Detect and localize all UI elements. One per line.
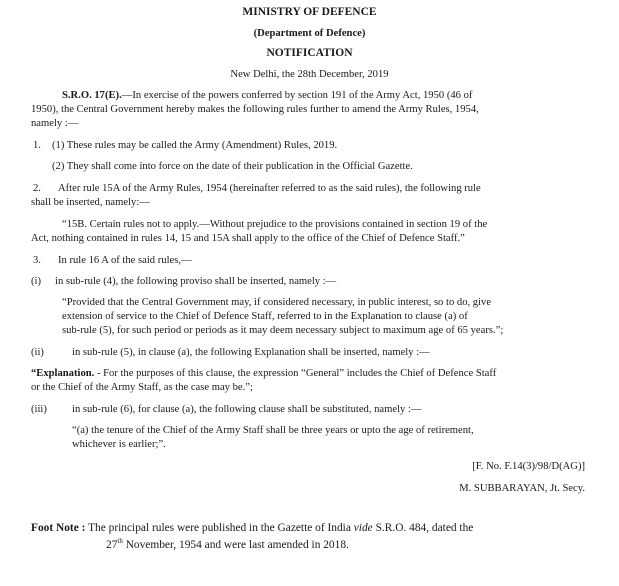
rule-2-line-1: After rule 15A of the Army Rules, 1954 (hereinafter referred to as the said rules), the following rule xyxy=(58,183,481,194)
rule-3-intro: In rule 16 A of the said rules,— xyxy=(58,255,192,266)
place-date: New Delhi, the 28th December, 2019 xyxy=(230,69,389,80)
rule-15b-line-2: Act, nothing contained in rules 14, 15 and 15A shall apply to the office of the Chief of Defence Staff.” xyxy=(31,233,465,244)
clause-iii-text: in sub-rule (6), for clause (a), the following clause shall be substituted, namely :— xyxy=(72,404,422,415)
rule-15b-line-1: “15B. Certain rules not to apply.—Without prejudice to the provisions contained in section 19 of the xyxy=(62,219,488,230)
preamble-line-1: S.R.O. 17(E).—In exercise of the powers conferred by section 191 of the Army Act, 1950 (46 of xyxy=(62,90,473,101)
ministry-heading: MINISTRY OF DEFENCE xyxy=(242,6,377,18)
notification-heading: NOTIFICATION xyxy=(266,47,353,59)
explanation-line-2: or the Chief of the Army Staff, as the case may be.”; xyxy=(31,382,253,393)
rule-1-number: 1. xyxy=(33,140,41,151)
clause-i-text: in sub-rule (4), the following proviso shall be inserted, namely :— xyxy=(55,276,337,287)
rule-1-part-1: (1) These rules may be called the Army (Amendment) Rules, 2019. xyxy=(52,140,338,151)
clause-i-number: (i) xyxy=(31,276,41,287)
footnote-line-2: 27th November, 1954 and were last amended in 2018. xyxy=(106,537,349,551)
clause-ii-number: (ii) xyxy=(31,347,44,358)
clause-iii-number: (iii) xyxy=(31,404,47,415)
department-heading: (Department of Defence) xyxy=(253,28,366,39)
rule-3-number: 3. xyxy=(33,255,41,266)
rule-2-line-2: shall be inserted, namely:— xyxy=(31,197,150,208)
file-number: [F. No. F.14(3)/98/D(AG)] xyxy=(472,461,585,472)
explanation-label: “Explanation. xyxy=(31,368,95,379)
proviso-line-1: “Provided that the Central Government may, if considered necessary, in public interest, so to do, give xyxy=(62,297,492,308)
rule-2-number: 2. xyxy=(33,183,41,194)
sro-number: S.R.O. 17(E). xyxy=(62,90,122,101)
substituted-clause-line-2: whichever is earlier;”. xyxy=(72,439,166,450)
signatory: M. SUBBARAYAN, Jt. Secy. xyxy=(459,483,585,494)
footnote-label: Foot Note : xyxy=(31,522,86,534)
rule-1-part-2: (2) They shall come into force on the date of their publication in the Official Gazette. xyxy=(52,161,413,172)
preamble-line-3: namely :— xyxy=(31,118,79,129)
substituted-clause-line-1: “(a) the tenure of the Chief of the Army Staff shall be three years or upto the age of retirement, xyxy=(72,425,474,436)
clause-ii-text: in sub-rule (5), in clause (a), the following Explanation shall be inserted, namely :— xyxy=(72,347,430,358)
proviso-line-3: sub-rule (5), for such period or periods as it may deem necessary subject to maximum age of 65 years.”; xyxy=(62,325,504,336)
explanation-line-1: “Explanation. - For the purposes of this clause, the expression “General” includes the Chief of Defence Staff xyxy=(31,368,497,379)
preamble-line-2: 1950), the Central Government hereby makes the following rules further to amend the Army Rules, 1954, xyxy=(31,104,479,115)
proviso-line-2: extension of service to the Chief of Defence Staff, referred to in the Explanation to clause (a) of xyxy=(62,311,468,322)
footnote-line-1: Foot Note : The principal rules were published in the Gazette of India vide S.R.O. 484, dated the xyxy=(31,522,474,534)
